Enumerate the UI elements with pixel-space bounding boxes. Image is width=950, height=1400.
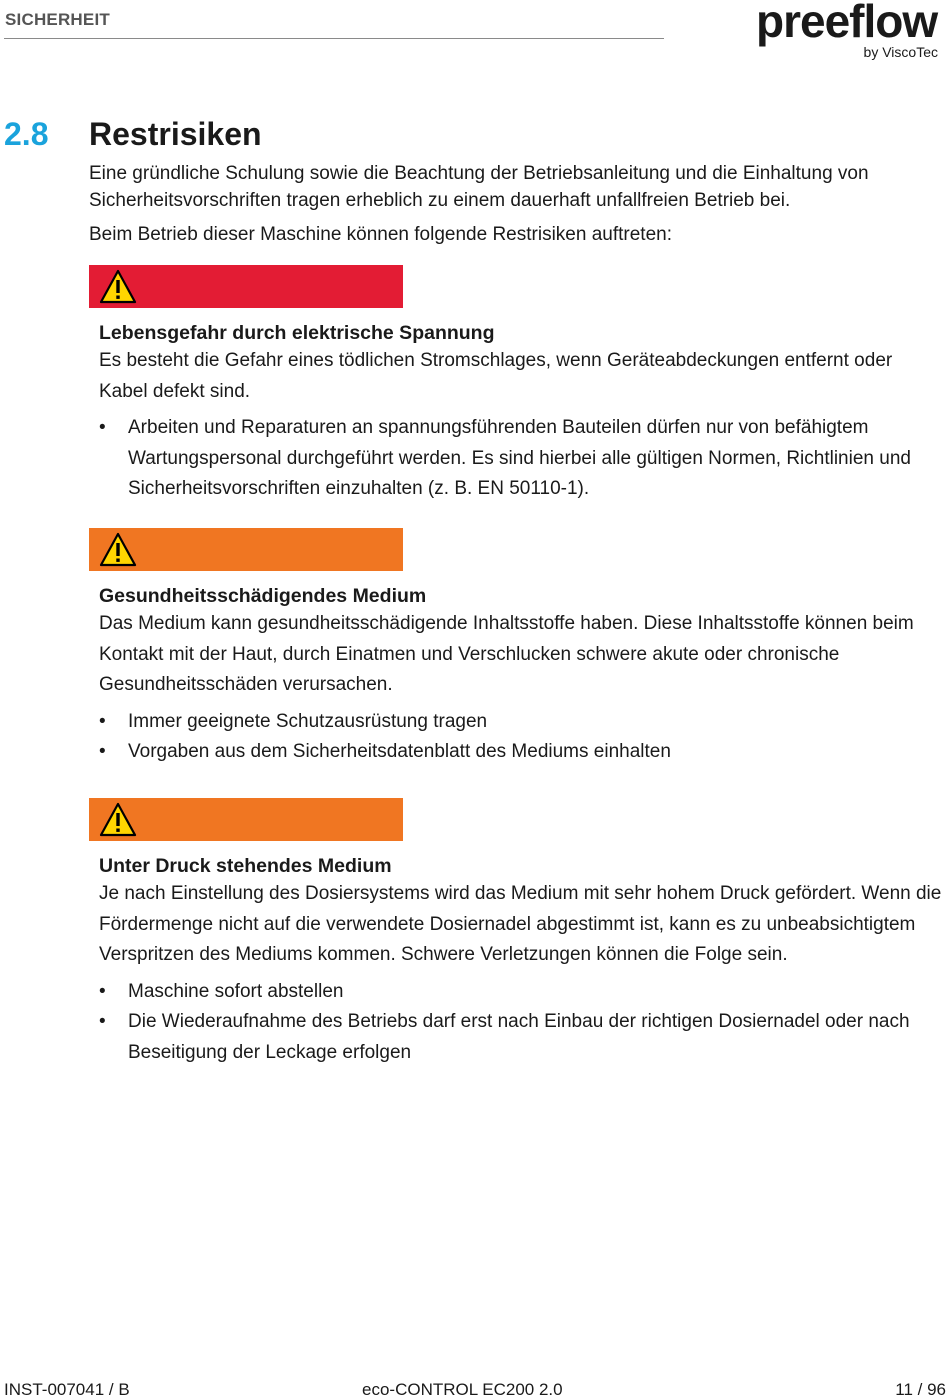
section-title: Restrisiken [89, 116, 262, 152]
footer-doc-id: INST-007041 / B [4, 1380, 130, 1399]
intro-paragraph: Eine gründliche Schulung sowie die Beachtung der Betriebsanleitung und die Einhaltung von Sicherheitsvorschriften tragen erheblich zu einem dauerhaft unfallfreien Betrieb bei. [89, 163, 869, 211]
list-item [99, 1007, 944, 1068]
list-item-text: Immer geeignete Schutzausrüstung tragen [128, 710, 488, 732]
footer-product: eco-CONTROL EC200 2.0 [362, 1380, 563, 1399]
logo-byline: by ViscoTec [863, 44, 938, 60]
footer-page-number: 11 / 96 [895, 1380, 946, 1399]
warning-text: Je nach Einstellung des Dosiersystems wird das Medium mit sehr hohem Druck gefördert. Wenn die Fördermenge nicht auf die verwendete Dosiernadel abgestimmt ist, kann es zu unbeabsichtigtem Verspritzen des Mediums kommen. Schwere Verletzungen können die Folge sein. [99, 883, 942, 965]
warning-block-hazardous-medium [99, 583, 944, 768]
bullet-glyph: • [99, 417, 106, 438]
warning-title: Gesundheitsschädigendes Medium [99, 585, 427, 607]
bullet-glyph: • [99, 1011, 106, 1032]
warning-bar-danger [89, 265, 403, 308]
preeflow-logo [756, 0, 946, 66]
lead-paragraph: Beim Betrieb dieser Maschine können folgende Restrisiken auftreten: [89, 224, 672, 245]
warning-triangle-icon [99, 268, 137, 305]
list-item-text: Arbeiten und Reparaturen an spannungsführenden Bauteilen dürfen nur von befähigtem Wartungspersonal durchgeführt werden. Es sind hierbei alle gültigen Normen, Richtlinien und Sicherheitsvorschriften einzuhalten (z. B. EN 50110-1). [128, 417, 911, 499]
warning-block-electrical [99, 320, 944, 505]
list-item [99, 737, 944, 768]
bullet-glyph: • [99, 741, 106, 762]
warning-text: Das Medium kann gesundheitsschädigende Inhaltsstoffe haben. Diese Inhaltsstoffe können beim Kontakt mit der Haut, durch Einatmen und Verschlucken schwere akute oder chronische Gesundheitsschäden verursachen. [99, 613, 914, 695]
warning-bullet-list [99, 707, 944, 768]
warning-bullet-list [99, 413, 944, 505]
header-divider [4, 38, 664, 39]
warning-bullet-list [99, 977, 944, 1069]
warning-block-pressurized-medium [99, 853, 944, 1068]
logo-wordmark: preeflow [756, 0, 938, 47]
list-item-text: Die Wiederaufnahme des Betriebs darf erst nach Einbau der richtigen Dosiernadel oder nach Beseitigung der Leckage erfolgen [128, 1011, 910, 1063]
list-item-text: Maschine sofort abstellen [128, 980, 344, 1002]
section-number: 2.8 [4, 116, 49, 152]
warning-text: Es besteht die Gefahr eines tödlichen Stromschlages, wenn Geräteabdeckungen entfernt oder Kabel defekt sind. [99, 350, 893, 402]
warning-bar-caution [89, 798, 403, 841]
list-item-text: Vorgaben aus dem Sicherheitsdatenblatt des Mediums einhalten [128, 741, 671, 762]
bullet-glyph: • [99, 980, 106, 1002]
warning-bar-caution [89, 528, 403, 571]
warning-title: Lebensgefahr durch elektrische Spannung [99, 322, 495, 344]
bullet-glyph: • [99, 710, 106, 732]
list-item [99, 977, 944, 1008]
list-item [99, 413, 944, 505]
warning-triangle-icon [99, 531, 137, 568]
warning-title: Unter Druck stehendes Medium [99, 855, 392, 877]
warning-triangle-icon [99, 801, 137, 838]
list-item [99, 707, 944, 738]
header-section-label: SICHERHEIT [5, 10, 110, 29]
